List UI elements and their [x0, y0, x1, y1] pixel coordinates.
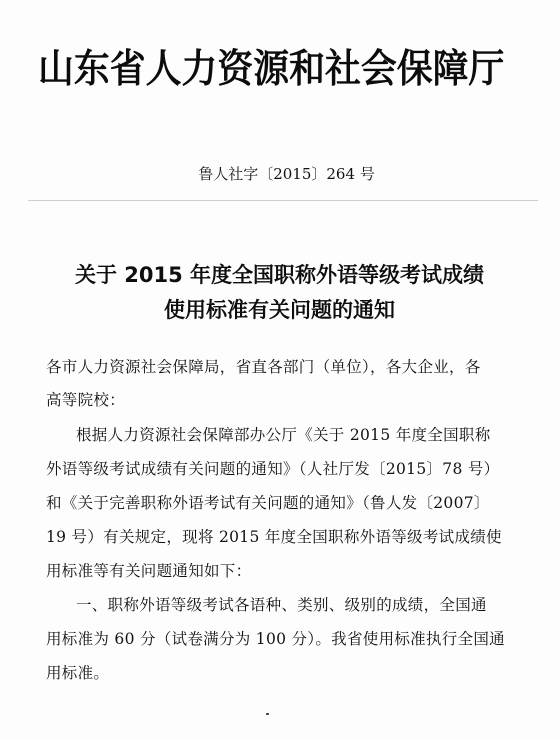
body-line: 根据人力资源社会保障部办公厅《关于 2015 年度全国职称 [76, 426, 491, 444]
body-line: 用标准等有关问题通知如下： [46, 562, 252, 580]
body-line: 各市人力资源社会保障局，省直各部门（单位），各大企业，各 [46, 358, 481, 376]
body-line: 外语等级考试成绩有关问题的通知》（人社厅发〔2015〕78 号） [46, 460, 500, 478]
body-line: 高等院校： [46, 391, 126, 409]
document-number: 鲁人社字〔2015〕264 号 [198, 165, 375, 183]
body-line: 19 号）有关规定，现将 2015 年度全国职称外语等级考试成绩使 [46, 528, 502, 546]
notice-title-line-2: 使用标准有关问题的通知 [164, 298, 395, 322]
agency-header-title: 山东省人力资源和社会保障厅 [38, 47, 505, 92]
body-line: 用标准为 60 分（试卷满分为 100 分）。我省使用标准执行全国通 [46, 630, 505, 648]
body-line: 和《关于完善职称外语考试有关问题的通知》（鲁人发〔2007〕 [46, 494, 490, 512]
notice-title-line-1: 关于 2015 年度全国职称外语等级考试成绩 [74, 263, 485, 287]
body-line: 用标准。 [46, 664, 110, 682]
body-line: 一、职称外语等级考试各语种、类别、级别的成绩，全国通 [76, 596, 487, 614]
scan-speck [266, 713, 269, 715]
header-divider [28, 200, 538, 201]
